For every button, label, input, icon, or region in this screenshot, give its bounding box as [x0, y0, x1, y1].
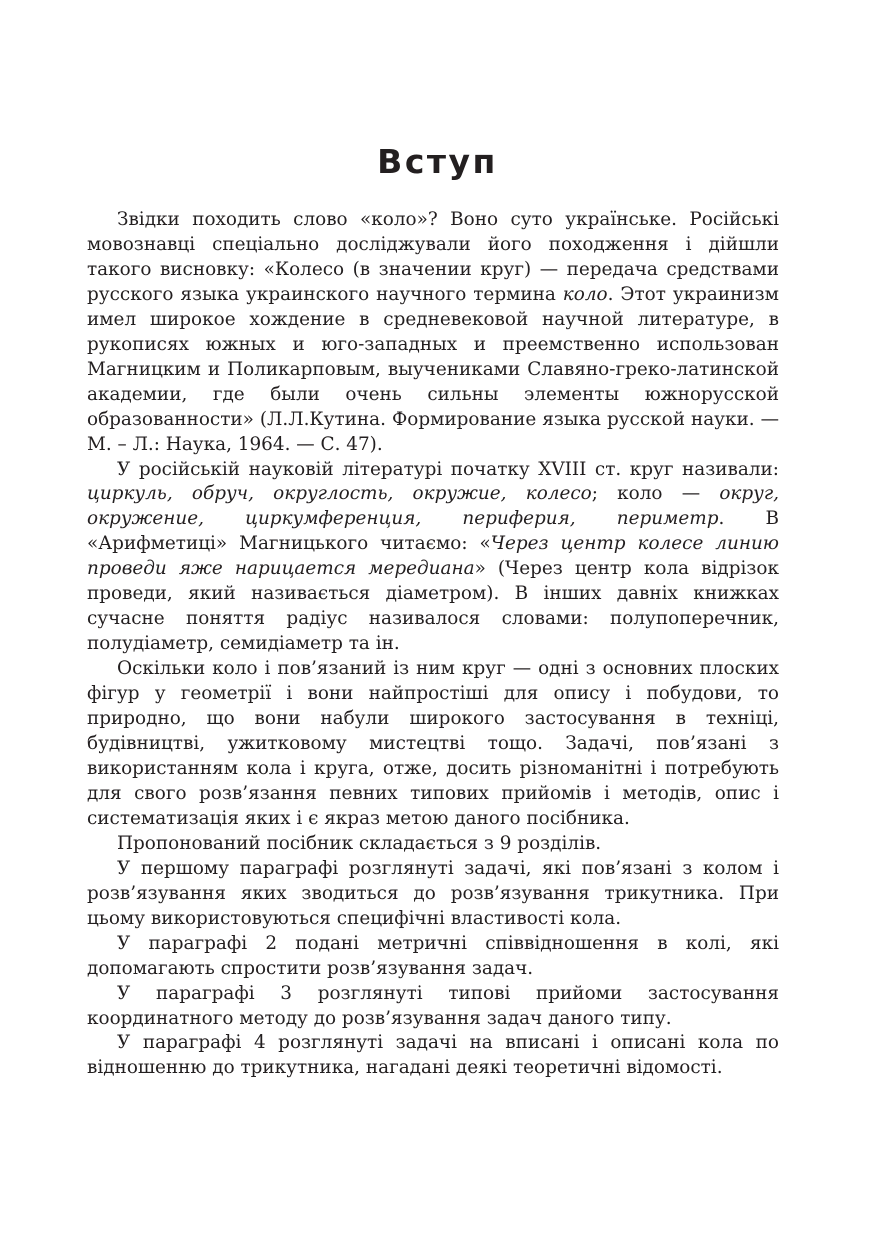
paragraph-2-text-e: . В «Арифметиці» Магницького читаємо: « — [87, 508, 779, 555]
paragraph-1 — [87, 208, 779, 458]
paragraph-2-text-c: ; коло — — [591, 483, 720, 505]
paragraph-2-text-a: У російській науковій літературі початку XVIII ст. круг називали: — [117, 458, 779, 480]
paragraph-2-italic-quote: Через центр колесе линию проведи яже нарицается мередиана — [87, 533, 779, 580]
paragraph-2-italic-terms-1: циркуль, обруч, округлость, окружие, колесо — [87, 483, 592, 505]
paragraph-1-text-c: . Этот украинизм имел широкое хождение в средневековой научной литературе, в рукописях южных и юго-западных и преемственно использован Магницким и Поликарповым, выучениками Славяно-греко-латинской академии, где были очень сильны элементы южнорусской образованности» (Л.Л.Кутина. Формирование языка русской науки. — М. – Л.: Наука, 1964. — С. 47). — [87, 283, 779, 455]
paragraph-2-text-g: » (Через центр кола відрізок проведи, який називається діаметром). В інших давніх книжках сучасне поняття радіус називалося словами: полупоперечник, полудіаметр, семидіаметр та ін. — [87, 558, 779, 655]
paragraph-8: У параграфі 4 розглянуті задачі на вписані і описані кола по відношенню до трикутника, нагадані деякі теоретичні відомості. — [87, 1032, 779, 1079]
page-title: Вступ — [377, 142, 498, 181]
paragraph-2-italic-terms-2: округ, окружение, циркумференция, периферия, периметр — [87, 483, 779, 530]
paragraph-1-italic-term: коло — [562, 283, 608, 305]
paragraph-2 — [87, 458, 779, 658]
paragraph-3: Оскільки коло і пов’язаний із ним круг — одні з основних плоских фігур у геометрії і вони найпростіші для опису і побудови, то природно, що вони набули широкого застосування в техніці, будівництві, ужитковому мистецтві тощо. Задачі, пов’язані з використанням кола і круга, отже, досить різноманітні і потребують для свого розв’язання певних типових прийомів і методів, опис і систематизація яких і є якраз метою даного посібника. — [87, 658, 779, 829]
paragraph-6: У параграфі 2 подані метричні співвідношення в колі, які допомагають спростити розв’язування задач. — [87, 932, 779, 979]
paragraph-7: У параграфі 3 розглянуті типові прийоми застосування координатного методу до розв’язування задач даного типу. — [87, 982, 779, 1029]
paragraph-5: У першому параграфі розглянуті задачі, які пов’язані з колом і розв’язування яких зводиться до розв’язування трикутника. При цьому використовуються специфічні властивості кола. — [87, 857, 779, 929]
body-text — [87, 208, 779, 1081]
paragraph-4: Пропонований посібник складається з 9 розділів. — [117, 832, 602, 854]
paragraph-1-text-a: Звідки походить слово «коло»? Воно суто українське. Російські мовознавці спеціально досліджували його походження і дійшли такого висновку: «Колесо (в значении круг) — передача средствами русского языка украинского научного термина — [87, 209, 779, 305]
